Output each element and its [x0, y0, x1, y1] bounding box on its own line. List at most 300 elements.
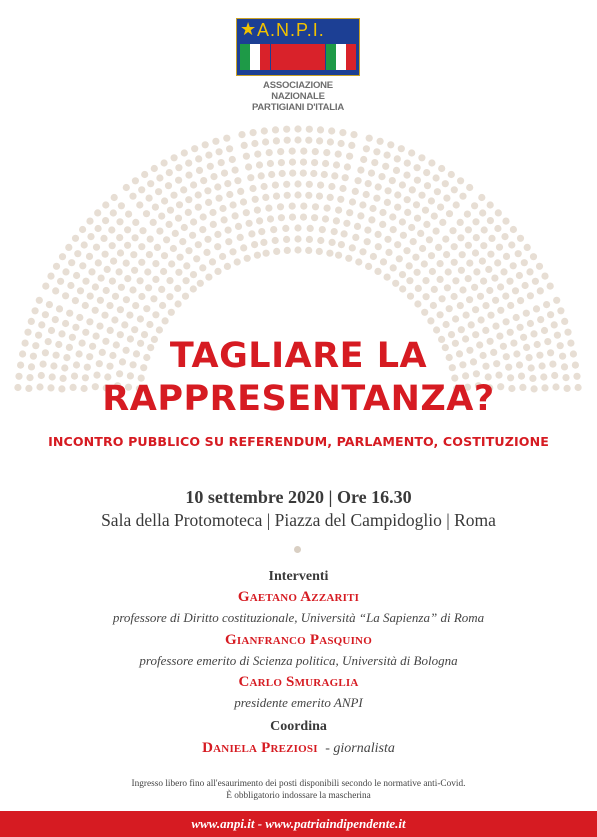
seat-dot — [96, 323, 103, 330]
seat-dot — [86, 218, 93, 225]
seat-dot — [526, 268, 533, 275]
seat-dot — [359, 248, 366, 255]
seat-dot — [235, 223, 242, 230]
seat-dot — [503, 253, 510, 260]
seat-dot — [138, 186, 145, 193]
seat-dot — [429, 268, 436, 275]
seat-dot — [79, 226, 86, 233]
seat-dot — [451, 186, 458, 193]
seat-dot — [190, 218, 197, 225]
seat-dot — [479, 209, 486, 216]
seat-dot — [146, 195, 153, 202]
seat-dot — [97, 297, 104, 304]
seat-dot — [466, 260, 473, 267]
seat-dot — [284, 137, 291, 144]
seat-dot — [422, 277, 429, 284]
seat-dot — [312, 203, 319, 210]
seat-dot — [160, 268, 167, 275]
seat-dot — [232, 167, 239, 174]
seat-dot — [57, 278, 64, 285]
event-venue: Sala della Protomoteca | Piazza del Campidoglio | Roma — [101, 510, 496, 530]
seat-dot — [265, 205, 272, 212]
moderator-name: Daniela Preziosi — [202, 740, 318, 756]
seat-dot — [241, 142, 248, 149]
seat-dot — [328, 183, 335, 190]
seat-dot — [452, 277, 459, 284]
seat-dot — [196, 167, 203, 174]
seat-dot — [418, 192, 425, 199]
seat-dot — [431, 286, 438, 293]
seat-dot — [76, 314, 83, 321]
seat-dot — [163, 236, 170, 243]
separator-dot — [294, 546, 301, 553]
seat-dot — [129, 193, 136, 200]
seat-dot — [226, 191, 233, 198]
seat-dot — [342, 174, 349, 181]
seat-dot — [251, 241, 258, 248]
seat-dot — [124, 242, 131, 249]
seat-dot — [306, 126, 313, 133]
seat-dot — [317, 237, 324, 244]
seat-dot — [248, 230, 255, 237]
seat-dot — [234, 258, 241, 265]
seat-dot — [323, 149, 330, 156]
seat-dot — [124, 226, 131, 233]
seat-dot — [349, 244, 356, 251]
seat-dot — [240, 198, 247, 205]
speaker-role: professore emerito di Scienza politica, Università di Bologna — [139, 653, 458, 668]
seat-dot — [225, 227, 232, 234]
seat-dot — [205, 274, 212, 281]
logo-red-band — [271, 44, 325, 70]
seat-dot — [62, 292, 69, 299]
seat-dot — [346, 209, 353, 216]
seat-dot — [87, 293, 94, 300]
seat-dot — [486, 287, 493, 294]
seat-dot — [88, 268, 95, 275]
seat-dot — [537, 287, 544, 294]
seat-dot — [352, 188, 359, 195]
seat-dot — [337, 196, 344, 203]
seat-dot — [355, 258, 362, 265]
seat-dot — [237, 188, 244, 195]
seat-dot — [365, 263, 372, 270]
seat-dot — [426, 236, 433, 243]
seat-dot — [129, 286, 136, 293]
seat-dot — [428, 159, 435, 166]
seat-dot — [139, 227, 146, 234]
seat-dot — [289, 170, 296, 177]
seat-dot — [42, 283, 49, 290]
seat-dot — [266, 149, 273, 156]
seat-dot — [158, 286, 165, 293]
seat-dot — [111, 194, 118, 201]
seat-dot — [344, 163, 351, 170]
seat-dot — [306, 236, 313, 243]
seat-dot — [189, 232, 196, 239]
seat-dot — [216, 195, 223, 202]
seat-dot — [439, 219, 446, 226]
seat-dot — [453, 201, 460, 208]
seat-dot — [273, 137, 280, 144]
seat-dot — [433, 326, 440, 333]
seat-dot — [159, 302, 166, 309]
seat-dot — [86, 253, 93, 260]
seat-dot — [190, 271, 197, 278]
seat-dot — [155, 188, 162, 195]
seat-dot — [136, 201, 143, 208]
seat-dot — [443, 251, 450, 258]
seat-dot — [261, 183, 268, 190]
seat-dot — [371, 159, 378, 166]
seat-dot — [190, 181, 197, 188]
seat-dot — [72, 235, 79, 242]
seat-dot — [185, 247, 192, 254]
seat-dot — [482, 302, 489, 309]
seat-dot — [480, 278, 487, 285]
seat-dot — [305, 247, 312, 254]
seat-dot — [47, 273, 54, 280]
seat-dot — [199, 226, 206, 233]
seat-dot — [398, 145, 405, 152]
seat-dot — [357, 212, 364, 219]
seat-dot — [354, 223, 361, 230]
seat-dot — [161, 197, 168, 204]
seat-dot — [488, 235, 495, 242]
seat-dot — [379, 221, 386, 228]
seat-dot — [530, 253, 537, 260]
seat-dot — [87, 233, 94, 240]
seat-dot — [465, 275, 472, 282]
seat-dot — [507, 302, 514, 309]
seat-dot — [464, 211, 471, 218]
seat-dot — [117, 306, 124, 313]
seat-dot — [258, 228, 265, 235]
seat-dot — [406, 262, 413, 269]
seat-dot — [74, 250, 81, 257]
seat-dot — [38, 321, 45, 328]
seat-dot — [98, 275, 105, 282]
seat-dot — [300, 148, 307, 155]
seat-dot — [415, 285, 422, 292]
seat-dot — [199, 264, 206, 271]
seat-dot — [414, 164, 421, 171]
seat-dot — [143, 305, 150, 312]
seat-dot — [263, 250, 270, 257]
seat-dot — [541, 273, 548, 280]
seat-dot — [307, 225, 314, 232]
seat-dot — [327, 138, 334, 145]
seat-dot — [491, 275, 498, 282]
seat-dot — [104, 266, 111, 273]
seat-dot — [126, 312, 133, 319]
seat-dot — [492, 297, 499, 304]
seat-dot — [384, 274, 391, 281]
seat-dot — [305, 137, 312, 144]
seat-dot — [421, 260, 428, 267]
seat-dot — [331, 172, 338, 179]
seat-dot — [517, 324, 524, 331]
seat-dot — [92, 307, 99, 314]
seat-dot — [459, 193, 466, 200]
seat-dot — [67, 282, 74, 289]
seat-dot — [130, 251, 137, 258]
seat-dot — [161, 252, 168, 259]
seat-dot — [123, 296, 130, 303]
seat-dot — [278, 159, 285, 166]
seat-dot — [109, 242, 116, 249]
seat-dot — [335, 151, 342, 158]
seat-dot — [294, 246, 301, 253]
seat-dot — [317, 182, 324, 189]
seat-dot — [364, 238, 371, 245]
seat-dot — [171, 154, 178, 161]
seat-dot — [463, 312, 470, 319]
seat-dot — [487, 201, 494, 208]
seat-dot — [380, 258, 387, 265]
seat-dot — [399, 181, 406, 188]
seat-dot — [31, 307, 38, 314]
seat-dot — [403, 172, 410, 179]
seat-dot — [418, 154, 425, 161]
seat-dot — [375, 183, 382, 190]
seat-dot — [195, 241, 202, 248]
seat-dot — [294, 191, 301, 198]
speaker-name: Gaetano Azzariti — [237, 589, 360, 605]
seat-dot — [437, 276, 444, 283]
speaker-name: Gianfranco Pasquino — [225, 632, 372, 648]
seat-dot — [312, 148, 319, 155]
seat-dot — [252, 196, 259, 203]
seat-dot — [151, 165, 158, 172]
seat-dot — [442, 236, 449, 243]
seat-dot — [270, 226, 277, 233]
seat-dot — [262, 138, 269, 145]
seat-dot — [423, 221, 430, 228]
seat-dot — [166, 293, 173, 300]
seat-dot — [457, 177, 464, 184]
seat-dot — [495, 209, 502, 216]
seat-dot — [180, 186, 187, 193]
seat-dot — [328, 127, 335, 134]
seat-dot — [392, 280, 399, 287]
seat-dot — [152, 276, 159, 283]
seat-dot — [350, 131, 357, 138]
seat-dot — [170, 192, 177, 199]
seat-dot — [256, 217, 263, 224]
seat-dot — [256, 161, 263, 168]
seat-dot — [82, 302, 89, 309]
title-line-1: TAGLIARE LA — [169, 336, 428, 376]
seat-dot — [527, 292, 534, 299]
seat-dot — [478, 194, 485, 201]
seat-dot — [181, 224, 188, 231]
seat-dot — [537, 316, 544, 323]
seat-dot — [396, 255, 403, 262]
seat-dot — [300, 159, 307, 166]
seat-dot — [283, 126, 290, 133]
seat-dot — [166, 169, 173, 176]
seat-dot — [477, 293, 484, 300]
seat-dot — [373, 195, 380, 202]
seat-dot — [219, 205, 226, 212]
seat-dot — [473, 234, 480, 241]
seat-dot — [107, 327, 114, 334]
seat-dot — [168, 309, 175, 316]
seat-dot — [197, 280, 204, 287]
seat-dot — [492, 323, 499, 330]
moderator: Daniela Preziosi - giornalista — [202, 740, 395, 756]
seat-dot — [117, 249, 124, 256]
seat-dot — [364, 227, 371, 234]
seat-dot — [414, 269, 421, 276]
seat-dot — [68, 259, 75, 266]
seat-dot — [131, 267, 138, 274]
seat-dot — [404, 196, 411, 203]
seat-dot — [195, 155, 202, 162]
seat-dot — [152, 311, 159, 318]
seat-dot — [438, 165, 445, 172]
seat-dot — [214, 268, 221, 275]
seat-dot — [132, 177, 139, 184]
seat-dot — [385, 249, 392, 256]
seat-dot — [125, 211, 132, 218]
seat-dot — [452, 315, 459, 322]
seat-dot — [496, 244, 503, 251]
seat-dot — [238, 131, 245, 138]
italian-flag-icon — [240, 44, 270, 70]
seat-dot — [138, 243, 145, 250]
seat-dot — [158, 213, 165, 220]
seat-dot — [448, 171, 455, 178]
seat-dot — [494, 259, 501, 266]
seat-dot — [533, 305, 540, 312]
event-date: 10 settembre 2020 | Ore 16.30 — [185, 487, 412, 507]
seat-dot — [300, 203, 307, 210]
seat-dot — [175, 300, 182, 307]
seat-dot — [421, 309, 428, 316]
seat-dot — [434, 188, 441, 195]
seat-dot — [168, 260, 175, 267]
seat-dot — [183, 262, 190, 269]
seat-dot — [86, 318, 93, 325]
seat-dot — [368, 216, 375, 223]
seat-dot — [394, 241, 401, 248]
seat-dot — [147, 236, 154, 243]
seat-dot — [363, 191, 370, 198]
star-icon: ★ — [240, 19, 257, 40]
anpi-logo — [236, 18, 360, 113]
seat-dot — [515, 250, 522, 257]
speaker-role: presidente emerito ANPI — [234, 695, 363, 710]
seat-dot — [183, 277, 190, 284]
seat-dot — [345, 255, 352, 262]
seat-dot — [399, 271, 406, 278]
seat-dot — [390, 226, 397, 233]
seat-dot — [200, 177, 207, 184]
seat-dot — [451, 259, 458, 266]
seat-dot — [234, 177, 241, 184]
seat-dot — [409, 186, 416, 193]
seat-dot — [100, 235, 107, 242]
seat-dot — [407, 293, 414, 300]
seat-dot — [56, 305, 63, 312]
seat-dot — [516, 272, 523, 279]
seat-dot — [112, 293, 119, 300]
seat-dot — [439, 295, 446, 302]
seat-dot — [150, 219, 157, 226]
seat-dot — [433, 228, 440, 235]
seat-dot — [132, 302, 139, 309]
seat-dot — [510, 262, 517, 269]
seat-dot — [237, 234, 244, 241]
seat-dot — [42, 311, 49, 318]
seat-dot — [230, 201, 237, 208]
seat-dot — [394, 155, 401, 162]
interventi-label: Interventi — [268, 569, 329, 584]
seat-dot — [195, 191, 202, 198]
seat-dot — [214, 183, 221, 190]
seat-dot — [152, 260, 159, 267]
seat-dot — [240, 244, 247, 251]
seat-dot — [65, 244, 72, 251]
seat-dot — [273, 248, 280, 255]
seat-dot — [246, 220, 253, 227]
seat-dot — [262, 194, 269, 201]
seat-dot — [156, 326, 163, 333]
seat-dot — [384, 152, 391, 159]
seat-dot — [106, 302, 113, 309]
seat-dot — [480, 242, 487, 249]
seat-dot — [443, 195, 450, 202]
seat-dot — [258, 172, 265, 179]
seat-dot — [404, 160, 411, 167]
footer-websites[interactable]: www.anpi.it - www.patriaindipendente.it — [0, 811, 597, 837]
seat-dot — [458, 326, 465, 333]
seat-dot — [161, 159, 168, 166]
seat-dot — [111, 316, 118, 323]
seat-dot — [267, 215, 274, 222]
seat-dot — [250, 129, 257, 136]
seat-dot — [278, 214, 285, 221]
seat-dot — [445, 268, 452, 275]
seat-dot — [335, 207, 342, 214]
seat-dot — [176, 201, 183, 208]
seat-dot — [283, 181, 290, 188]
seat-dot — [465, 242, 472, 249]
seat-dot — [277, 148, 284, 155]
seat-dot — [359, 201, 366, 208]
seat-dot — [305, 192, 312, 199]
seat-dot — [446, 210, 453, 217]
seat-dot — [170, 245, 177, 252]
seat-dot — [72, 324, 79, 331]
subtitle: INCONTRO PUBBLICO SU REFERENDUM, PARLAMENTO, COSTITUZIONE — [48, 434, 549, 449]
seat-dot — [423, 169, 430, 176]
seat-dot — [316, 193, 323, 200]
seat-dot — [185, 196, 192, 203]
seat-dot — [202, 141, 209, 148]
seat-dot — [254, 151, 261, 158]
seat-dot — [210, 173, 217, 180]
seat-dot — [458, 267, 465, 274]
seat-dot — [277, 203, 284, 210]
speaker-role: professore di Diritto costituzionale, Università “La Sapienza” di Roma — [112, 610, 485, 625]
seat-dot — [214, 243, 221, 250]
logo-name: A.N.P.I. — [257, 20, 325, 40]
seat-dot — [223, 135, 230, 142]
seat-dot — [485, 266, 492, 273]
